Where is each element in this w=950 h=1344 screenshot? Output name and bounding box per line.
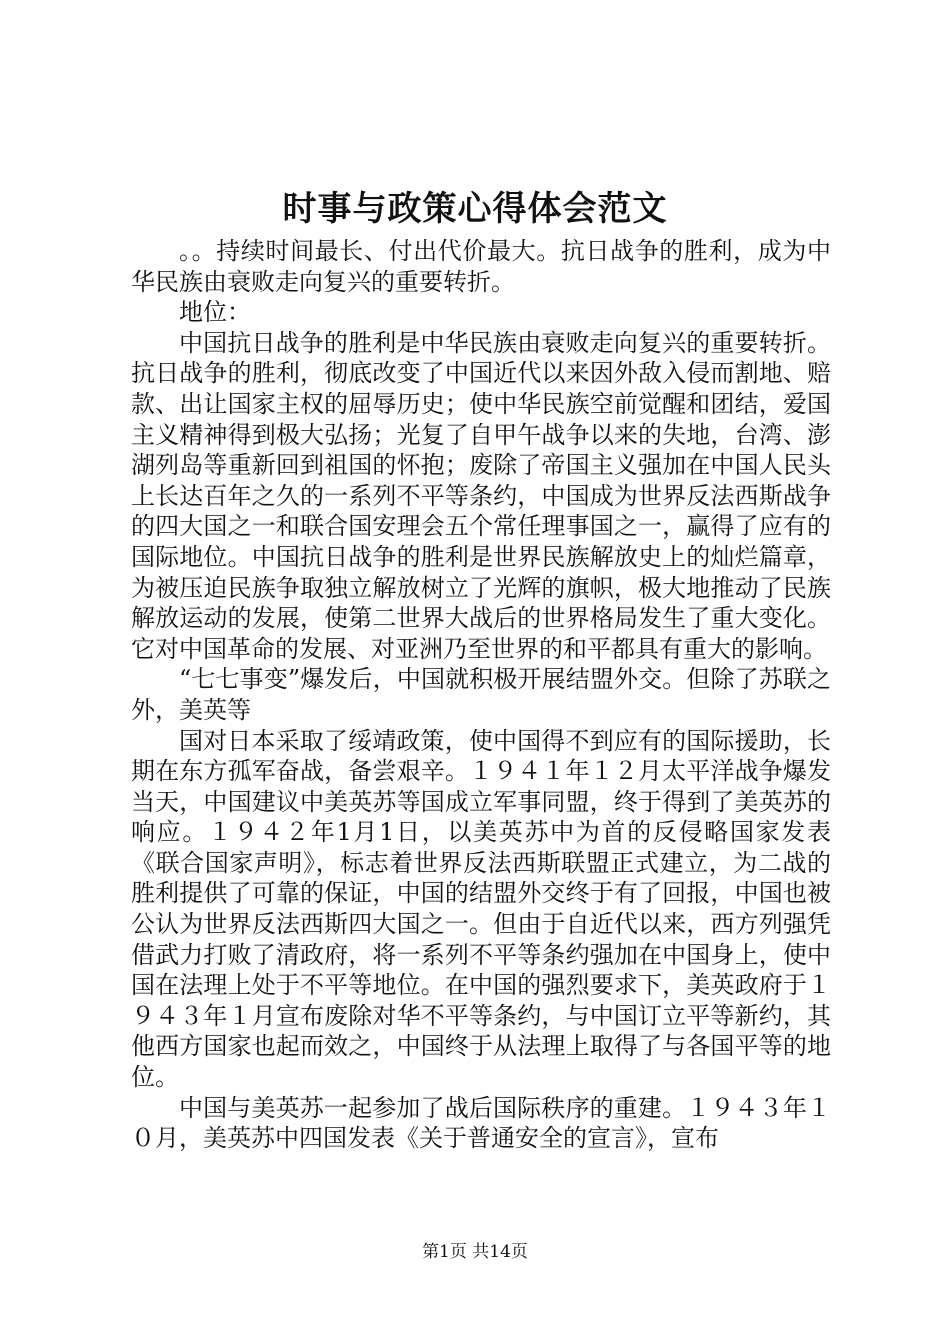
- document-body: [131, 236, 831, 1154]
- paragraph: 地位：: [179, 298, 251, 327]
- paragraph: 中国抗日战争的胜利是中华民族由衰败走向复兴的重要转折。抗日战争的胜利，彻底改变了中国近代以来因外敌入侵而割地、赔款、出让国家主权的屈辱历史；使中华民族空前觉醒和团结，爱国主义精神得到极大弘扬；光复了自甲午战争以来的失地，台湾、澎湖列岛等重新回到祖国的怀抱；废除了帝国主义强加在中国人民头上长达百年之久的一系列不平等条约，中国成为世界反法西斯战争的四大国之一和联合国安理会五个常任理事国之一，赢得了应有的国际地位。中国抗日战争的胜利是世界民族解放史上的灿烂篇章，为被压迫民族争取独立解放树立了光辉的旗帜，极大地推动了民族解放运动的发展，使第二世界大战后的世界格局发生了重大变化。它对中国革命的发展、对亚洲乃至世界的和平都具有重大的影响。: [131, 328, 831, 663]
- paragraph: 。。持续时间最长、付出代价最大。抗日战争的胜利，成为中华民族由衰败走向复兴的重要转折。: [131, 237, 831, 296]
- paragraph: 国对日本采取了绥靖政策，使中国得不到应有的国际援助，长期在东方孤军奋战，备尝艰辛。１９４１年１２月太平洋战争爆发当天，中国建议中美英苏等国成立军事同盟，终于得到了美英苏的响应。１９４２年1月1日，以美英苏中为首的反侵略国家发表《联合国家声明》，标志着世界反法西斯联盟正式建立，为二战的胜利提供了可靠的保证，中国的结盟外交终于有了回报，中国也被公认为世界反法西斯四大国之一。但由于自近代以来，西方列强凭借武力打败了清政府，将一系列不平等条约强加在中国身上，使中国在法理上处于不平等地位。在中国的强烈要求下，美英政府于１９４３年１月宣布废除对华不平等条约，与中国订立平等新约，其他西方国家也起而效之，中国终于从法理上取得了与各国平等的地位。: [131, 726, 831, 1092]
- paragraph: “七七事变”爆发后，中国就积极开展结盟外交。但除了苏联之外，美英等: [131, 665, 831, 724]
- document-title: 时事与政策心得体会范文: [282, 189, 668, 229]
- paragraph: 中国与美英苏一起参加了战后国际秩序的重建。１９４３年１０月，美英苏中四国发表《关于普通安全的宣言》，宣布: [131, 1093, 831, 1153]
- page-number-footer: 第1页 共14页: [422, 1242, 528, 1262]
